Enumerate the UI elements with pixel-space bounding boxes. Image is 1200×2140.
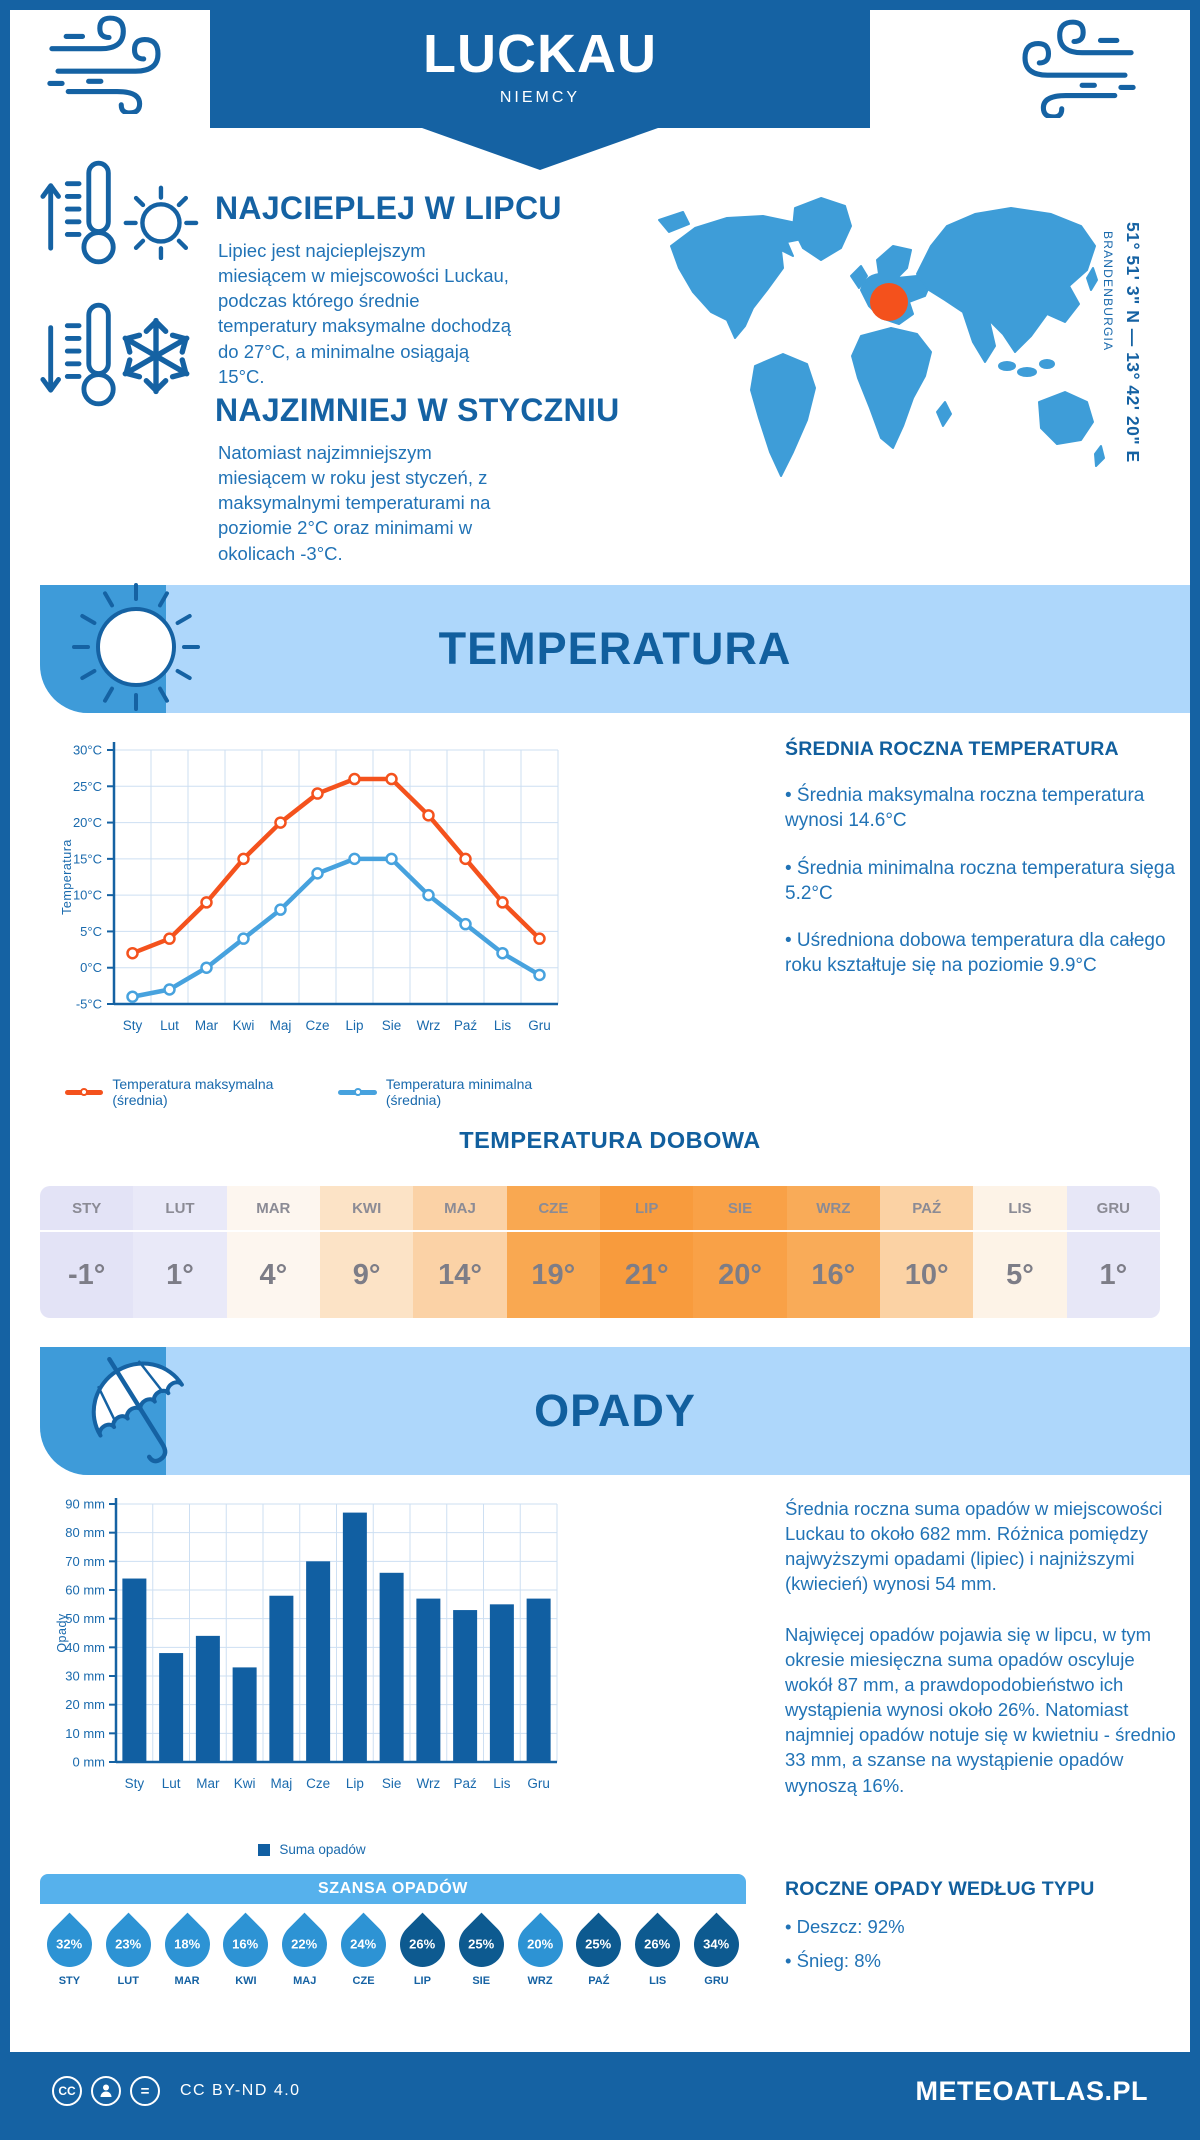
water-drop-icon bbox=[332, 1913, 396, 1977]
legend-sum-label: Suma opadów bbox=[279, 1842, 366, 1857]
summary-bullet: • Średnia maksymalna roczna temperatura wynosi 14.6°C bbox=[785, 785, 1145, 832]
svg-text:Lis: Lis bbox=[493, 1018, 512, 1033]
coldest-title: NAJZIMNIEJ W STYCZNIU bbox=[215, 392, 620, 428]
table-month-header: MAR bbox=[227, 1186, 320, 1232]
svg-text:20°C: 20°C bbox=[72, 815, 102, 831]
table-temp-value: 20° bbox=[693, 1232, 786, 1318]
sun-icon bbox=[114, 178, 204, 260]
svg-text:Sie: Sie bbox=[381, 1018, 402, 1033]
chance-percent: 25% bbox=[585, 1937, 612, 1952]
svg-text:Kwi: Kwi bbox=[232, 1018, 255, 1033]
type-bullet-rain: • Deszcz: 92% bbox=[785, 1916, 905, 1937]
thermometer-warm-icon bbox=[38, 158, 122, 268]
svg-text:Maj: Maj bbox=[269, 1018, 292, 1033]
svg-text:Lip: Lip bbox=[345, 1018, 364, 1033]
table-month-header: LUT bbox=[133, 1186, 226, 1232]
chance-month: MAJ bbox=[293, 1975, 317, 1987]
chance-month: KWI bbox=[235, 1975, 257, 1987]
chance-drop-cell bbox=[393, 1916, 452, 1987]
precip-bar bbox=[269, 1596, 293, 1762]
chance-month: STY bbox=[58, 1975, 81, 1987]
svg-text:Lut: Lut bbox=[160, 1018, 179, 1033]
temperature-chart bbox=[58, 732, 568, 1072]
water-drop-icon bbox=[449, 1913, 513, 1977]
chance-percent: 16% bbox=[232, 1937, 259, 1952]
svg-text:60 mm: 60 mm bbox=[65, 1582, 105, 1598]
temperature-banner-title: TEMPERATURA bbox=[438, 623, 792, 674]
precipitation-legend bbox=[52, 1842, 572, 1857]
chance-drop-cell bbox=[158, 1916, 217, 1987]
precip-bar bbox=[343, 1513, 367, 1762]
site-brand: METEOATLAS.PL bbox=[915, 2075, 1148, 2106]
svg-text:30 mm: 30 mm bbox=[65, 1668, 105, 1684]
wind-icon bbox=[1005, 16, 1145, 118]
summary-bullet: • Uśredniona dobowa temperatura dla całego roku kształtuje się na poziomie 9.9°C bbox=[785, 930, 1166, 977]
daily-temperature-title: TEMPERATURA DOBOWA bbox=[459, 1127, 761, 1153]
cc-by-person-icon bbox=[91, 2076, 121, 2106]
water-drop-icon bbox=[273, 1913, 337, 1977]
chance-month: CZE bbox=[352, 1975, 375, 1987]
precip-bar bbox=[233, 1667, 257, 1762]
svg-text:Paź: Paź bbox=[453, 1776, 477, 1791]
temperature-summary-title: ŚREDNIA ROCZNA TEMPERATURA bbox=[785, 738, 1119, 760]
water-drop-icon bbox=[155, 1913, 219, 1977]
svg-text:10 mm: 10 mm bbox=[65, 1725, 105, 1741]
svg-text:Mar: Mar bbox=[196, 1776, 220, 1791]
svg-text:Wrz: Wrz bbox=[416, 1776, 441, 1791]
table-temp-value: 19° bbox=[507, 1232, 600, 1318]
svg-text:Kwi: Kwi bbox=[233, 1776, 256, 1791]
legend-max-label: Temperatura maksymalna (średnia) bbox=[112, 1076, 274, 1108]
table-temp-value: -1° bbox=[40, 1232, 133, 1318]
chance-drop-cell bbox=[452, 1916, 511, 1987]
coldest-text: Natomiast najzimniejszym miesiącem w roku jest styczeń, z maksymalnymi temperaturami na poziomie 2°C oraz minimami w okolicach -3°C. bbox=[218, 442, 491, 564]
chance-percent: 23% bbox=[115, 1937, 142, 1952]
precip-bar bbox=[527, 1599, 551, 1762]
footer bbox=[10, 2052, 1190, 2130]
precipitation-type-title: ROCZNE OPADY WEDŁUG TYPU bbox=[785, 1878, 1095, 1900]
chance-month: WRZ bbox=[527, 1975, 553, 1987]
table-temp-value: 4° bbox=[227, 1232, 320, 1318]
svg-text:20 mm: 20 mm bbox=[65, 1697, 105, 1713]
svg-text:Paź: Paź bbox=[453, 1018, 478, 1033]
water-drop-icon bbox=[38, 1913, 102, 1977]
svg-text:Lip: Lip bbox=[345, 1776, 364, 1791]
region-text: BRANDENBURGIA bbox=[1101, 231, 1115, 352]
chance-drop-cell bbox=[569, 1916, 628, 1987]
chance-month: LUT bbox=[117, 1975, 139, 1987]
temperature-legend bbox=[65, 1076, 565, 1108]
precipitation-text-block bbox=[785, 1496, 1177, 1798]
water-drop-icon bbox=[626, 1913, 690, 1977]
chance-percent: 26% bbox=[409, 1937, 436, 1952]
chance-percent: 25% bbox=[468, 1937, 495, 1952]
country-name: NIEMCY bbox=[499, 88, 581, 106]
precip-bar bbox=[196, 1636, 220, 1762]
legend-min-label: Temperatura minimalna (średnia) bbox=[385, 1076, 533, 1108]
svg-text:10°C: 10°C bbox=[72, 887, 102, 903]
chance-drop-cell bbox=[275, 1916, 334, 1987]
temperature-banner bbox=[40, 585, 1190, 713]
table-month-header: CZE bbox=[507, 1186, 600, 1232]
chance-month: PAŹ bbox=[588, 1975, 610, 1987]
warmest-title: NAJCIEPLEJ W LIPCU bbox=[215, 190, 562, 226]
svg-text:0°C: 0°C bbox=[80, 960, 102, 976]
precip-bar bbox=[159, 1653, 183, 1762]
table-month-header: KWI bbox=[320, 1186, 413, 1232]
legend-item-sum bbox=[258, 1842, 365, 1857]
svg-text:40 mm: 40 mm bbox=[65, 1639, 105, 1655]
chance-drop-cell bbox=[511, 1916, 570, 1987]
chance-percent: 32% bbox=[56, 1937, 83, 1952]
svg-text:Maj: Maj bbox=[270, 1776, 293, 1791]
chance-percent: 22% bbox=[291, 1937, 318, 1952]
chance-title-bar: SZANSA OPADÓW bbox=[40, 1874, 746, 1904]
temperature-summary bbox=[785, 738, 1177, 979]
svg-text:Sie: Sie bbox=[381, 1776, 402, 1791]
svg-text:Lis: Lis bbox=[493, 1776, 511, 1791]
svg-text:Gru: Gru bbox=[527, 1776, 550, 1791]
wind-icon bbox=[38, 12, 178, 114]
svg-text:0 mm: 0 mm bbox=[72, 1754, 105, 1770]
precipitation-type-block bbox=[785, 1878, 1177, 1973]
chance-percent: 26% bbox=[644, 1937, 671, 1952]
table-month-header: LIP bbox=[600, 1186, 693, 1232]
legend-item-max bbox=[65, 1076, 304, 1108]
chance-percent: 18% bbox=[174, 1937, 201, 1952]
chance-drop-cell bbox=[334, 1916, 393, 1987]
daily-temperature-table bbox=[40, 1186, 1160, 1318]
table-month-header: STY bbox=[40, 1186, 133, 1232]
svg-text:Sty: Sty bbox=[122, 1018, 143, 1033]
chance-percent: 24% bbox=[350, 1937, 377, 1952]
svg-text:70 mm: 70 mm bbox=[65, 1553, 105, 1569]
chance-month: SIE bbox=[472, 1975, 491, 1987]
thermometer-cold-icon bbox=[38, 300, 122, 410]
location-marker bbox=[870, 283, 908, 321]
precipitation-chart bbox=[52, 1492, 572, 1827]
table-temp-value: 14° bbox=[413, 1232, 506, 1318]
svg-text:50 mm: 50 mm bbox=[65, 1611, 105, 1627]
city-name: LUCKAU bbox=[423, 24, 657, 84]
table-temp-value: 21° bbox=[600, 1232, 693, 1318]
svg-text:-5°C: -5°C bbox=[75, 996, 102, 1012]
precip-bar bbox=[453, 1610, 477, 1762]
precipitation-banner-title: OPADY bbox=[534, 1385, 696, 1436]
table-temp-value: 1° bbox=[133, 1232, 226, 1318]
precipitation-text-1: Średnia roczna suma opadów w miejscowości Luckau to około 682 mm. Różnica pomiędzy najwyższymi opadami (lipiec) i najniższymi (kwiecień) wynosi 54 mm. bbox=[785, 1498, 1163, 1595]
svg-text:Cze: Cze bbox=[305, 1018, 330, 1033]
precip-bar bbox=[122, 1579, 146, 1762]
table-temp-value: 16° bbox=[787, 1232, 880, 1318]
chance-drop-cell bbox=[628, 1916, 687, 1987]
table-temp-value: 9° bbox=[320, 1232, 413, 1318]
table-month-header: WRZ bbox=[787, 1186, 880, 1232]
chance-drop-cell bbox=[216, 1916, 275, 1987]
water-drop-icon bbox=[508, 1913, 572, 1977]
city-banner bbox=[210, 10, 870, 128]
coordinates-text: 51° 51' 3" N — 13° 42' 20" E bbox=[1123, 222, 1143, 463]
water-drop-icon bbox=[214, 1913, 278, 1977]
svg-text:25°C: 25°C bbox=[72, 778, 102, 794]
warmest-text: Lipiec jest najcieplejszym miesiącem w miejscowości Luckau, podczas którego średnie temperatury maksymalne dochodzą do 27°C, a minimalne osiągają 15°C. bbox=[218, 240, 512, 387]
svg-text:Lut: Lut bbox=[161, 1776, 181, 1791]
precip-bar bbox=[306, 1561, 330, 1762]
svg-text:Cze: Cze bbox=[306, 1776, 331, 1791]
snowflake-icon bbox=[113, 313, 199, 399]
type-bullet-snow: • Śnieg: 8% bbox=[785, 1949, 881, 1971]
chance-month: LIP bbox=[413, 1975, 431, 1987]
table-month-header: SIE bbox=[693, 1186, 786, 1232]
precipitation-banner bbox=[40, 1347, 1190, 1475]
table-month-header: PAŹ bbox=[880, 1186, 973, 1232]
table-temp-value: 5° bbox=[973, 1232, 1066, 1318]
svg-text:Sty: Sty bbox=[124, 1776, 145, 1791]
svg-text:Opady: Opady bbox=[55, 1613, 69, 1653]
table-temp-value: 1° bbox=[1067, 1232, 1160, 1318]
cc-icons bbox=[52, 2076, 160, 2106]
chance-drop-cell bbox=[99, 1916, 158, 1987]
svg-text:Wrz: Wrz bbox=[416, 1018, 441, 1033]
water-drop-icon bbox=[567, 1913, 631, 1977]
legend-max-swatch bbox=[65, 1090, 103, 1095]
precipitation-text-2: Najwięcej opadów pojawia się w lipcu, w tym okresie miesięczna suma opadów oscyluje wokół 87 mm, a prawdopodobieństwo ich wystąpienia wynosi około 26%. Natomiast najmniej opadów notuje się w kwietniu - średnio 33 mm, a szanse na wystąpienie opadów wynoszą 16%. bbox=[785, 1623, 1176, 1796]
chance-percent: 20% bbox=[527, 1937, 554, 1952]
svg-text:90 mm: 90 mm bbox=[65, 1496, 105, 1512]
chance-month: MAR bbox=[174, 1975, 200, 1987]
chance-drop-cell bbox=[687, 1916, 746, 1987]
precip-bar bbox=[490, 1604, 514, 1762]
chance-drop-cell bbox=[40, 1916, 99, 1987]
svg-text:5°C: 5°C bbox=[80, 923, 102, 939]
chance-month: GRU bbox=[704, 1975, 729, 1987]
world-map bbox=[645, 150, 1115, 495]
svg-text:80 mm: 80 mm bbox=[65, 1525, 105, 1541]
precip-bar bbox=[380, 1573, 404, 1762]
legend-sum-swatch bbox=[258, 1844, 270, 1856]
summary-bullet: • Średnia minimalna roczna temperatura sięga 5.2°C bbox=[785, 857, 1176, 904]
legend-item-min bbox=[338, 1076, 565, 1108]
table-month-header: GRU bbox=[1067, 1186, 1160, 1232]
license-text: CC BY-ND 4.0 bbox=[180, 2082, 301, 2099]
table-month-header: LIS bbox=[973, 1186, 1066, 1232]
svg-text:Mar: Mar bbox=[194, 1018, 219, 1033]
cc-icon: CC bbox=[52, 2076, 82, 2106]
chance-month: LIS bbox=[649, 1975, 667, 1987]
water-drop-icon bbox=[685, 1913, 749, 1977]
svg-text:30°C: 30°C bbox=[72, 742, 102, 758]
svg-text:15°C: 15°C bbox=[72, 851, 102, 867]
precip-bar bbox=[416, 1599, 440, 1762]
svg-text:Gru: Gru bbox=[528, 1018, 551, 1033]
legend-min-swatch bbox=[338, 1090, 376, 1095]
svg-text:Temperatura: Temperatura bbox=[60, 839, 74, 915]
water-drop-icon bbox=[391, 1913, 455, 1977]
cc-nd-icon: = bbox=[130, 2076, 160, 2106]
chance-drops-row bbox=[40, 1916, 746, 1987]
chance-percent: 34% bbox=[703, 1937, 730, 1952]
table-temp-value: 10° bbox=[880, 1232, 973, 1318]
water-drop-icon bbox=[96, 1913, 160, 1977]
table-month-header: MAJ bbox=[413, 1186, 506, 1232]
